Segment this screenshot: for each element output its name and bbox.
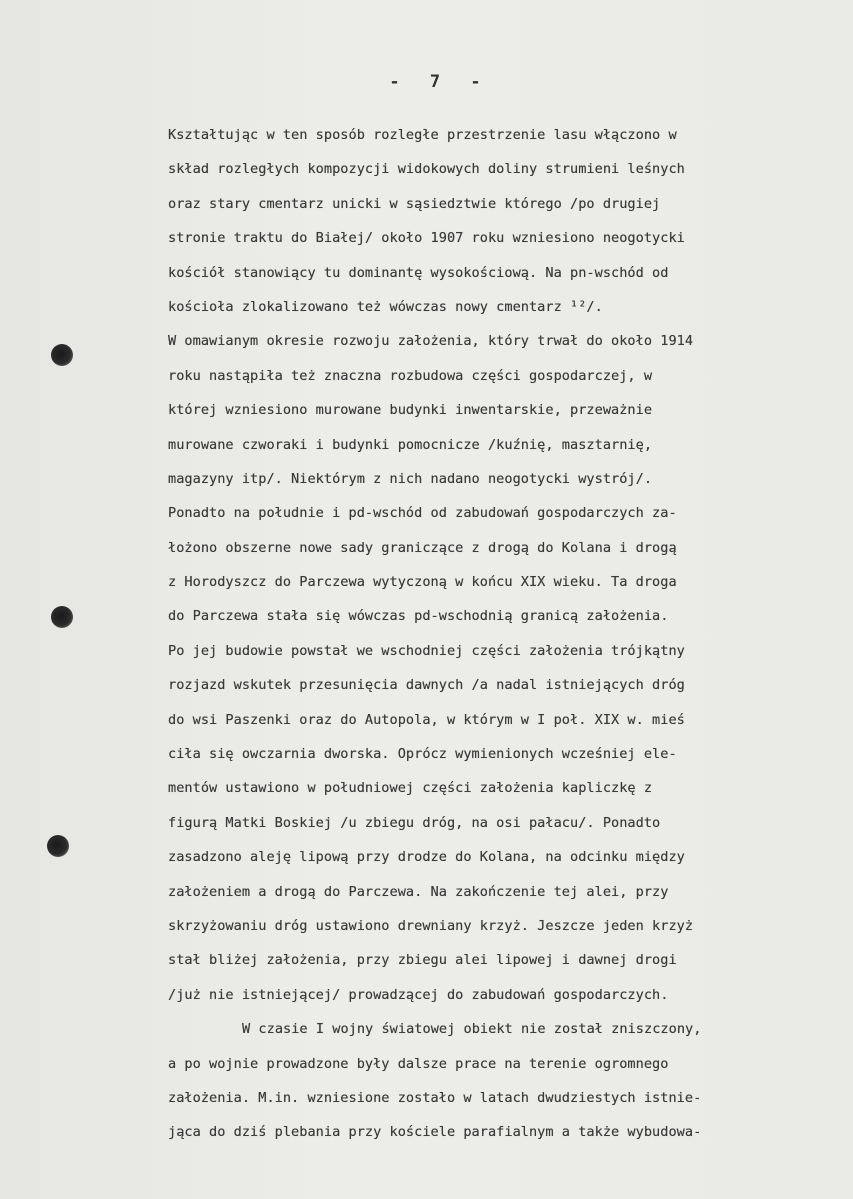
text-line: do Parczewa stała się wówczas pd-wschodnią granicą założenia. — [168, 608, 669, 625]
text-line: /już nie istniejącej/ prowadzącej do zabudowań gospodarczych. — [168, 986, 669, 1003]
text-line: stał bliżej założenia, przy zbiegu alei lipowej i dawnej drogi — [168, 952, 677, 969]
text-line: figurą Matki Boskiej /u zbiegu dróg, na osi pałacu/. Ponadto — [168, 814, 661, 831]
text-line: kościoła zlokalizowano też wówczas nowy cmentarz ¹²/. — [168, 298, 603, 315]
text-line: założeniem a drogą do Parczewa. Na zakończenie tej alei, przy — [168, 883, 669, 900]
text-line: W czasie I wojny światowej obiekt nie został zniszczony, — [242, 1021, 702, 1038]
text-line: założenia. M.in. wzniesione zostało w latach dwudziestych istnie- — [168, 1089, 702, 1106]
text-line: magazyny itp/. Niektórym z nich nadano neogotycki wystrój/. — [168, 470, 653, 487]
punch-hole — [47, 835, 69, 857]
text-line: jąca do dziś plebania przy kościele parafialnym a także wybudowa- — [168, 1124, 702, 1141]
text-line: W omawianym okresie rozwoju założenia, który trwał do około 1914 — [168, 333, 694, 350]
body-text — [168, 118, 844, 1150]
text-line: kościół stanowiący tu dominantę wysokościową. Na pn-wschód od — [168, 264, 669, 281]
text-line: której wzniesiono murowane budynki inwentarskie, przeważnie — [168, 402, 653, 419]
text-line: Kształtując w ten sposób rozległe przestrzenie lasu włączono w — [168, 127, 677, 143]
text-line: murowane czworaki i budynki pomocnicze /kuźnię, masztarnię, — [168, 436, 653, 453]
text-line: skrzyżowaniu dróg ustawiono drewniany krzyż. Jeszcze jeden krzyż — [168, 917, 694, 934]
page-number: - 7 - — [389, 72, 491, 92]
text-line: ciła się owczarnia dworska. Oprócz wymienionych wcześniej ele- — [168, 746, 677, 763]
text-line: skład rozległych kompozycji widokowych doliny strumieni leśnych — [168, 161, 685, 178]
text-line: Po jej budowie powstał we wschodniej części założenia trójkątny — [168, 642, 685, 659]
text-line: łożono obszerne nowe sady graniczące z drogą do Kolana i drogą — [168, 539, 677, 556]
text-line: do wsi Paszenki oraz do Autopola, w którym w I poł. XIX w. mieś — [168, 711, 685, 728]
text-line: z Horodyszcz do Parczewa wytyczoną w końcu XIX wieku. Ta droga — [168, 574, 677, 591]
text-line: Ponadto na południe i pd-wschód od zabudowań gospodarczych za- — [168, 505, 677, 522]
text-line: a po wojnie prowadzone były dalsze prace na terenie ogromnego — [168, 1055, 669, 1072]
text-line: mentów ustawiono w południowej części założenia kapliczkę z — [168, 780, 653, 797]
punch-hole — [51, 344, 73, 366]
punch-hole — [51, 606, 73, 628]
text-line: rozjazd wskutek przesunięcia dawnych /a nadal istniejących dróg — [168, 677, 685, 694]
text-line: zasadzono aleję lipową przy drodze do Kolana, na odcinku między — [168, 849, 685, 866]
text-line: stronie traktu do Białej/ około 1907 roku wzniesiono neogotycki — [168, 230, 685, 247]
text-line: oraz stary cmentarz unicki w sąsiedztwie którego /po drugiej — [168, 195, 661, 212]
text-line: roku nastąpiła też znaczna rozbudowa części gospodarczej, w — [168, 367, 653, 384]
